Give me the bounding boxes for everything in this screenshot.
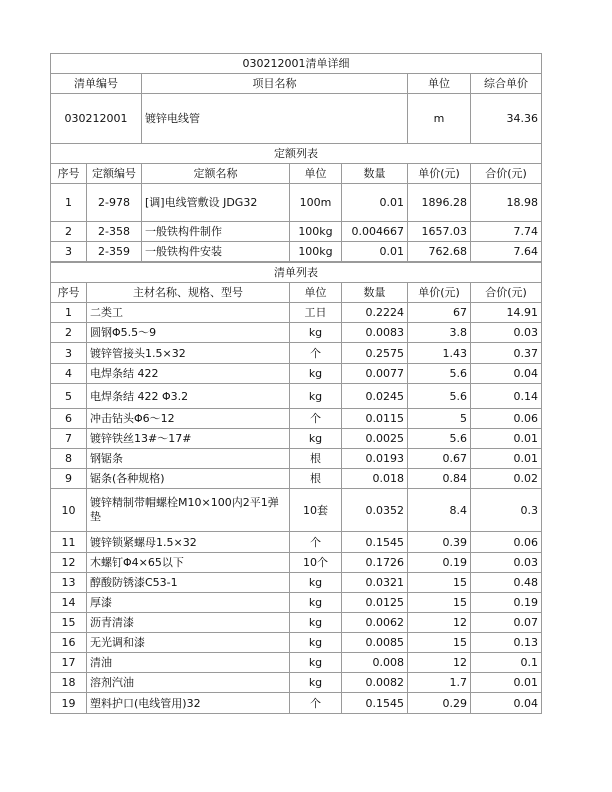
materials-col-header: 单位: [290, 283, 342, 303]
quota-row: [51, 184, 542, 222]
materials-cell: 镀锌锁紧螺母1.5×32: [87, 532, 290, 553]
materials-cell: 清油: [87, 653, 290, 673]
materials-cell: 15: [408, 573, 471, 593]
materials-cell: 0.37: [471, 343, 542, 364]
header-price: 综合单价: [471, 74, 542, 94]
materials-cell: 镀锌铁丝13#～17#: [87, 429, 290, 449]
materials-cell: 0.0193: [342, 449, 408, 469]
materials-cell: 厚漆: [87, 593, 290, 613]
quota-col-header: 数量: [342, 164, 408, 184]
materials-cell: 3: [51, 343, 87, 364]
page-title: 030212001清单详细: [51, 54, 542, 74]
materials-cell: 67: [408, 303, 471, 323]
materials-cell: 19: [51, 693, 87, 714]
materials-cell: 0.39: [408, 532, 471, 553]
materials-cell: 6: [51, 409, 87, 429]
materials-cell: 12: [51, 553, 87, 573]
materials-row: [51, 364, 542, 384]
materials-row: [51, 489, 542, 532]
materials-cell: kg: [290, 429, 342, 449]
materials-row: [51, 303, 542, 323]
materials-cell: kg: [290, 613, 342, 633]
materials-row: [51, 532, 542, 553]
quota-cell: 1657.03: [408, 222, 471, 242]
quota-row: [51, 222, 542, 242]
materials-row: [51, 653, 542, 673]
materials-cell: 镀锌管接头1.5×32: [87, 343, 290, 364]
quota-col-header: 定额名称: [142, 164, 290, 184]
materials-cell: kg: [290, 673, 342, 693]
materials-cell: 1: [51, 303, 87, 323]
materials-cell: 0.0115: [342, 409, 408, 429]
materials-section-title: 清单列表: [51, 263, 542, 283]
materials-cell: 0.84: [408, 469, 471, 489]
materials-cell: 工日: [290, 303, 342, 323]
materials-cell: 0.03: [471, 323, 542, 343]
materials-cell: 0.3: [471, 489, 542, 532]
materials-cell: 个: [290, 343, 342, 364]
quota-col-header: 序号: [51, 164, 87, 184]
materials-cell: 0.1545: [342, 532, 408, 553]
materials-row: [51, 593, 542, 613]
quota-cell: 2-359: [87, 242, 142, 262]
materials-cell: 0.0025: [342, 429, 408, 449]
quota-col-header: 单位: [290, 164, 342, 184]
materials-cell: 9: [51, 469, 87, 489]
materials-col-header: 数量: [342, 283, 408, 303]
materials-row: [51, 553, 542, 573]
item-code: 030212001: [51, 94, 142, 144]
materials-cell: 沥青清漆: [87, 613, 290, 633]
materials-cell: 0.48: [471, 573, 542, 593]
quota-header-row: [51, 164, 542, 184]
materials-cell: 0.19: [471, 593, 542, 613]
quota-cell: 7.64: [471, 242, 542, 262]
materials-cell: 0.29: [408, 693, 471, 714]
materials-row: [51, 409, 542, 429]
quota-cell: 2: [51, 222, 87, 242]
materials-cell: 锯条(各种规格): [87, 469, 290, 489]
materials-cell: 0.2575: [342, 343, 408, 364]
materials-cell: 12: [408, 653, 471, 673]
materials-cell: kg: [290, 323, 342, 343]
materials-cell: 根: [290, 449, 342, 469]
materials-cell: 8: [51, 449, 87, 469]
materials-cell: 0.04: [471, 364, 542, 384]
materials-cell: 17: [51, 653, 87, 673]
quota-cell: 100m: [290, 184, 342, 222]
materials-header-row: [51, 283, 542, 303]
quota-col-header: 合价(元): [471, 164, 542, 184]
materials-row: [51, 449, 542, 469]
materials-col-header: 合价(元): [471, 283, 542, 303]
materials-col-header: 序号: [51, 283, 87, 303]
materials-cell: kg: [290, 653, 342, 673]
quota-cell: 18.98: [471, 184, 542, 222]
quota-cell: 2-978: [87, 184, 142, 222]
materials-cell: 8.4: [408, 489, 471, 532]
item-price: 34.36: [471, 94, 542, 144]
materials-cell: 5.6: [408, 384, 471, 409]
materials-row: [51, 633, 542, 653]
materials-cell: 0.06: [471, 409, 542, 429]
quota-cell: 100kg: [290, 242, 342, 262]
materials-cell: 冲击钻头Φ6～12: [87, 409, 290, 429]
materials-cell: 0.01: [471, 429, 542, 449]
item-unit: m: [408, 94, 471, 144]
materials-cell: 10个: [290, 553, 342, 573]
materials-cell: 0.0083: [342, 323, 408, 343]
materials-cell: 0.018: [342, 469, 408, 489]
materials-cell: 0.07: [471, 613, 542, 633]
materials-cell: 0.03: [471, 553, 542, 573]
materials-cell: 0.13: [471, 633, 542, 653]
materials-row: [51, 429, 542, 449]
header-unit: 单位: [408, 74, 471, 94]
materials-cell: 1.43: [408, 343, 471, 364]
materials-cell: kg: [290, 384, 342, 409]
materials-cell: 10: [51, 489, 87, 532]
materials-cell: 16: [51, 633, 87, 653]
materials-cell: 0.0062: [342, 613, 408, 633]
materials-cell: 4: [51, 364, 87, 384]
materials-cell: kg: [290, 364, 342, 384]
materials-row: [51, 693, 542, 714]
materials-row: [51, 573, 542, 593]
materials-cell: 11: [51, 532, 87, 553]
materials-col-header: 主材名称、规格、型号: [87, 283, 290, 303]
materials-cell: 3.8: [408, 323, 471, 343]
materials-cell: 18: [51, 673, 87, 693]
materials-cell: 无光调和漆: [87, 633, 290, 653]
materials-cell: 0.0085: [342, 633, 408, 653]
materials-cell: 0.0352: [342, 489, 408, 532]
materials-cell: kg: [290, 593, 342, 613]
materials-cell: 5.6: [408, 364, 471, 384]
materials-cell: 二类工: [87, 303, 290, 323]
quota-cell: [调]电线管敷设 JDG32: [142, 184, 290, 222]
materials-cell: 12: [408, 613, 471, 633]
quota-cell: 3: [51, 242, 87, 262]
materials-cell: 0.0077: [342, 364, 408, 384]
materials-cell: 个: [290, 409, 342, 429]
materials-row: [51, 323, 542, 343]
materials-cell: kg: [290, 633, 342, 653]
materials-table: [50, 262, 542, 714]
materials-cell: 个: [290, 532, 342, 553]
item-name: 镀锌电线管: [142, 94, 408, 144]
materials-cell: 0.14: [471, 384, 542, 409]
materials-cell: 0.01: [471, 449, 542, 469]
materials-body: [51, 303, 542, 714]
materials-cell: 0.19: [408, 553, 471, 573]
quota-cell: 2-358: [87, 222, 142, 242]
materials-cell: 5: [51, 384, 87, 409]
quota-cell: 0.004667: [342, 222, 408, 242]
materials-cell: 0.01: [471, 673, 542, 693]
materials-cell: kg: [290, 573, 342, 593]
materials-row: [51, 613, 542, 633]
quota-cell: 762.68: [408, 242, 471, 262]
materials-cell: 10套: [290, 489, 342, 532]
materials-cell: 0.04: [471, 693, 542, 714]
item-summary-table: [50, 53, 542, 144]
quota-cell: 1: [51, 184, 87, 222]
materials-row: [51, 343, 542, 364]
materials-cell: 钢锯条: [87, 449, 290, 469]
quota-cell: 1896.28: [408, 184, 471, 222]
materials-cell: 个: [290, 693, 342, 714]
materials-cell: 根: [290, 469, 342, 489]
materials-cell: 14: [51, 593, 87, 613]
materials-cell: 15: [408, 593, 471, 613]
materials-cell: 0.1: [471, 653, 542, 673]
materials-cell: 2: [51, 323, 87, 343]
materials-cell: 15: [51, 613, 87, 633]
materials-cell: 0.02: [471, 469, 542, 489]
materials-cell: 塑料护口(电线管用)32: [87, 693, 290, 714]
quota-cell: 7.74: [471, 222, 542, 242]
materials-cell: 0.1545: [342, 693, 408, 714]
materials-cell: 7: [51, 429, 87, 449]
materials-cell: 0.67: [408, 449, 471, 469]
materials-cell: 镀锌精制带帽螺栓M10×100内2平1弹垫: [87, 489, 290, 532]
quota-col-header: 单价(元): [408, 164, 471, 184]
materials-col-header: 单价(元): [408, 283, 471, 303]
materials-cell: 木螺钉Φ4×65以下: [87, 553, 290, 573]
quota-cell: 0.01: [342, 184, 408, 222]
materials-row: [51, 469, 542, 489]
materials-cell: 圆钢Φ5.5～9: [87, 323, 290, 343]
materials-row: [51, 384, 542, 409]
materials-cell: 5.6: [408, 429, 471, 449]
header-code: 清单编号: [51, 74, 142, 94]
header-name: 项目名称: [142, 74, 408, 94]
materials-cell: 0.1726: [342, 553, 408, 573]
materials-cell: 15: [408, 633, 471, 653]
materials-cell: 0.0245: [342, 384, 408, 409]
materials-cell: 0.008: [342, 653, 408, 673]
materials-cell: 13: [51, 573, 87, 593]
materials-cell: 溶剂汽油: [87, 673, 290, 693]
materials-cell: 醇酸防锈漆C53-1: [87, 573, 290, 593]
quota-cell: 一般铁构件安装: [142, 242, 290, 262]
quota-table: [50, 143, 542, 262]
quota-cell: 100kg: [290, 222, 342, 242]
materials-row: [51, 673, 542, 693]
materials-cell: 0.0082: [342, 673, 408, 693]
quota-section-title: 定额列表: [51, 144, 542, 164]
materials-cell: 5: [408, 409, 471, 429]
materials-cell: 0.0321: [342, 573, 408, 593]
materials-cell: 1.7: [408, 673, 471, 693]
materials-cell: 14.91: [471, 303, 542, 323]
materials-cell: 电焊条结 422: [87, 364, 290, 384]
materials-cell: 0.06: [471, 532, 542, 553]
materials-cell: 0.0125: [342, 593, 408, 613]
quota-row: [51, 242, 542, 262]
quota-col-header: 定额编号: [87, 164, 142, 184]
quota-cell: 一般铁构件制作: [142, 222, 290, 242]
quota-cell: 0.01: [342, 242, 408, 262]
materials-cell: 电焊条结 422 Φ3.2: [87, 384, 290, 409]
materials-cell: 0.2224: [342, 303, 408, 323]
